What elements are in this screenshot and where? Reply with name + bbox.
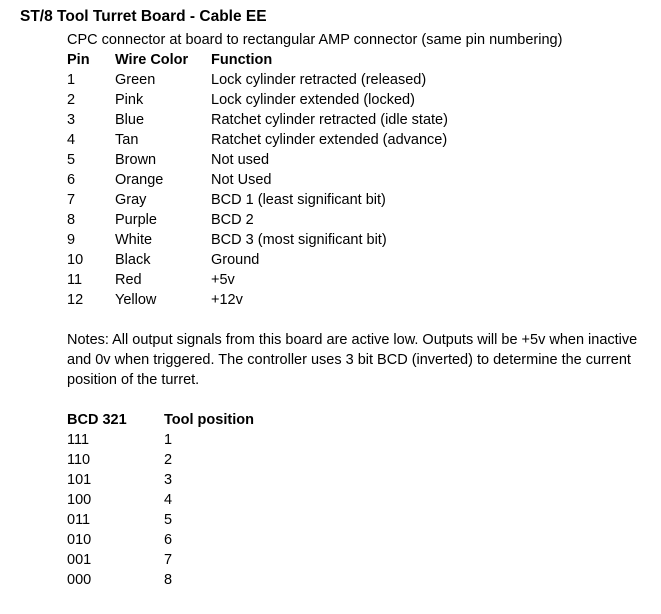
bcd-code: 111 (67, 432, 90, 448)
pin-number: 11 (67, 272, 83, 288)
wire-color: Purple (115, 212, 157, 228)
table-row (67, 250, 657, 270)
pin-table-rows (67, 70, 657, 310)
pin-number: 7 (67, 192, 76, 208)
table-row (67, 190, 657, 210)
table-row (67, 150, 657, 170)
pin-number: 2 (67, 92, 76, 108)
table-row (67, 470, 657, 490)
tool-position: 8 (164, 572, 173, 588)
document-title: ST/8 Tool Turret Board - Cable EE (20, 8, 267, 25)
table-row (67, 90, 657, 110)
pin-function: Ratchet cylinder retracted (idle state) (211, 112, 448, 128)
table-row (67, 110, 657, 130)
bcd-code: 110 (67, 452, 91, 468)
table-row (67, 450, 657, 470)
tool-position: 1 (164, 432, 173, 448)
table-row (67, 430, 657, 450)
pin-function: Ground (211, 252, 260, 268)
bcd-code: 010 (67, 532, 92, 548)
wire-color: Black (115, 252, 151, 268)
bcd-code: 000 (67, 572, 92, 588)
pin-table (67, 50, 657, 310)
wire-color: White (115, 232, 153, 248)
wire-color: Brown (115, 152, 157, 168)
table-row (67, 210, 657, 230)
pin-number: 8 (67, 212, 76, 228)
bcd-table-rows (67, 430, 657, 590)
bcd-header: BCD 321 (67, 412, 127, 428)
pin-function: +5v (211, 272, 235, 288)
subtitle: CPC connector at board to rectangular AMP connector (same pin numbering) (67, 32, 563, 48)
pin-header: Pin (67, 52, 90, 68)
pin-function: BCD 3 (most significant bit) (211, 232, 387, 248)
bcd-code: 101 (67, 472, 92, 488)
table-row (67, 270, 657, 290)
pin-function: +12v (211, 292, 243, 308)
wire-color: Blue (115, 112, 145, 128)
wire-color: Pink (115, 92, 144, 108)
pin-number: 6 (67, 172, 76, 188)
tool-position: 7 (164, 552, 173, 568)
pin-number: 4 (67, 132, 76, 148)
pin-function: Ratchet cylinder extended (advance) (211, 132, 448, 148)
pin-number: 5 (67, 152, 76, 168)
tool-position: 5 (164, 512, 173, 528)
pin-number: 1 (67, 72, 76, 88)
pin-function: BCD 1 (least significant bit) (211, 192, 386, 208)
wire-color: Green (115, 72, 156, 88)
pin-number: 10 (67, 252, 84, 268)
table-row (67, 230, 657, 250)
bcd-code: 001 (67, 552, 92, 568)
tool-position: 3 (164, 472, 173, 488)
tool-position: 2 (164, 452, 173, 468)
table-row (67, 490, 657, 510)
table-row (67, 550, 657, 570)
pin-table-header (67, 50, 657, 70)
pin-function: Lock cylinder extended (locked) (211, 92, 415, 108)
table-row (67, 530, 657, 550)
tool-position: 4 (164, 492, 173, 508)
table-row (67, 570, 657, 590)
table-row (67, 290, 657, 310)
table-row (67, 70, 657, 90)
bcd-table-header (67, 410, 657, 430)
pin-function: BCD 2 (211, 212, 254, 228)
wire-color-header: Wire Color (115, 52, 189, 68)
bcd-code: 100 (67, 492, 92, 508)
wire-color: Tan (115, 132, 139, 148)
wire-color: Orange (115, 172, 164, 188)
document-body (67, 30, 657, 590)
pin-number: 9 (67, 232, 76, 248)
table-row (67, 510, 657, 530)
wire-color: Yellow (115, 292, 157, 308)
tool-position: 6 (164, 532, 173, 548)
pin-number: 12 (67, 292, 84, 308)
function-header: Function (211, 52, 273, 68)
bcd-code: 011 (67, 512, 91, 528)
wire-color: Red (115, 272, 142, 288)
bcd-table (67, 410, 657, 590)
pin-number: 3 (67, 112, 76, 128)
tool-position-header: Tool position (164, 412, 254, 428)
notes-paragraph: Notes: All output signals from this board are active low. Outputs will be +5v when inactive and 0v when triggered. The controller uses 3 bit BCD (inverted) to determine the current position of the turret. (67, 332, 638, 388)
pin-function: Not Used (211, 172, 272, 188)
table-row (67, 130, 657, 150)
wire-color: Gray (115, 192, 147, 208)
pin-function: Not used (211, 152, 270, 168)
table-row (67, 170, 657, 190)
pin-function: Lock cylinder retracted (released) (211, 72, 427, 88)
